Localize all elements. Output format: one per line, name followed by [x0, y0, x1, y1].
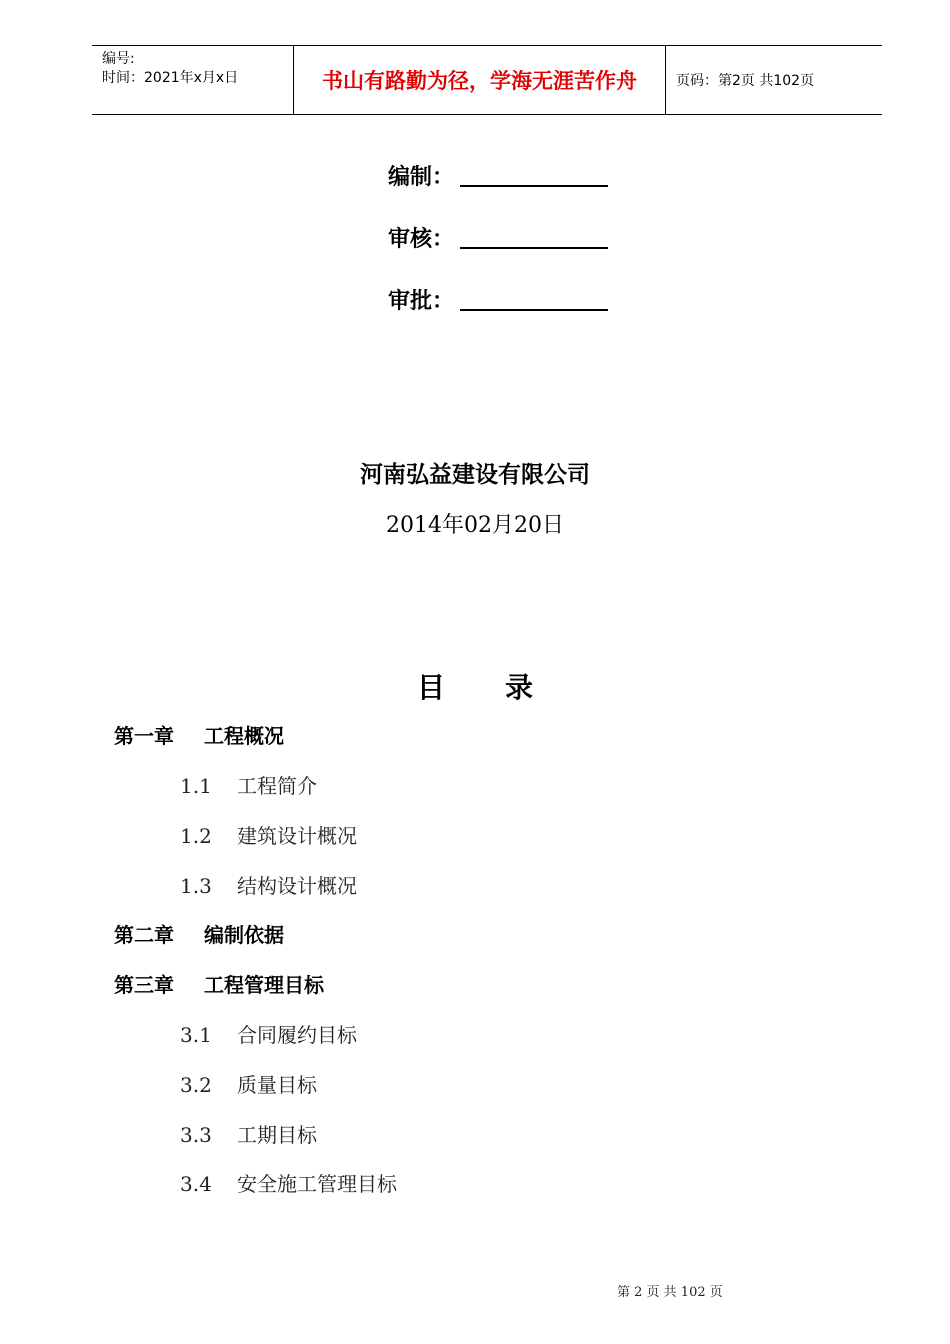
page-header — [92, 45, 882, 115]
toc-entry-number: 1.3 — [180, 874, 212, 898]
toc-entry-text: 安全施工管理目标 — [237, 1172, 397, 1196]
sign-review-label: 审核： — [388, 227, 455, 252]
toc-entry-text: 工程简介 — [237, 774, 317, 798]
toc-section[interactable] — [180, 1119, 317, 1148]
header-motto: 书山有路勤为径，学海无涯苦作舟 — [293, 46, 666, 114]
toc-section[interactable] — [180, 1019, 357, 1048]
toc-entry-text: 建筑设计概况 — [237, 824, 357, 848]
toc-entry-number: 1.2 — [180, 824, 212, 848]
toc-section[interactable] — [180, 870, 357, 899]
sign-compile — [388, 160, 608, 191]
toc-section[interactable] — [180, 1069, 317, 1098]
sign-compile-label: 编制： — [388, 165, 455, 190]
sign-approve — [388, 284, 608, 315]
toc-entry-text: 工程概况 — [204, 724, 284, 748]
sign-approve-line — [460, 308, 608, 311]
toc-entry-text: 工期目标 — [237, 1123, 317, 1147]
toc-entry-text: 工程管理目标 — [204, 973, 324, 997]
toc-entry-number: 3.3 — [180, 1123, 212, 1147]
toc-entry-number: 3.1 — [180, 1023, 212, 1047]
toc-section[interactable] — [180, 1168, 397, 1197]
toc-entry-number: 第三章 — [114, 973, 174, 997]
header-page-label: 页码：第2页 共102页 — [676, 73, 815, 89]
toc-chapter[interactable] — [114, 720, 284, 749]
header-number-label: 编号: — [102, 51, 135, 67]
toc-entry-number: 3.4 — [180, 1172, 212, 1196]
toc-entry-number: 3.2 — [180, 1073, 212, 1097]
page-footer: 第 2 页 共 102 页 — [617, 1285, 723, 1300]
header-meta — [92, 46, 293, 114]
toc-entry-text: 合同履约目标 — [237, 1023, 357, 1047]
toc-title-left: 目 — [416, 671, 445, 704]
toc-title-right: 录 — [505, 671, 534, 704]
toc-section[interactable] — [180, 770, 317, 799]
header-time-label: 时间：2021年x月x日 — [102, 70, 239, 86]
toc-entry-text: 质量目标 — [237, 1073, 317, 1097]
document-date: 2014年02月20日 — [386, 513, 564, 538]
toc-entry-number: 1.1 — [180, 774, 212, 798]
toc-entry-number: 第一章 — [114, 724, 174, 748]
sign-review-line — [460, 246, 608, 249]
sign-approve-label: 审批： — [388, 289, 455, 314]
toc-title — [0, 666, 950, 706]
toc-section[interactable] — [180, 820, 357, 849]
sign-review — [388, 222, 608, 253]
toc-entry-text: 编制依据 — [204, 923, 284, 947]
toc-entry-text: 结构设计概况 — [237, 874, 357, 898]
toc-chapter[interactable] — [114, 919, 284, 948]
company-name: 河南弘益建设有限公司 — [360, 461, 590, 488]
toc-chapter[interactable] — [114, 969, 324, 998]
toc-entry-number: 第二章 — [114, 923, 174, 947]
sign-compile-line — [460, 184, 608, 187]
